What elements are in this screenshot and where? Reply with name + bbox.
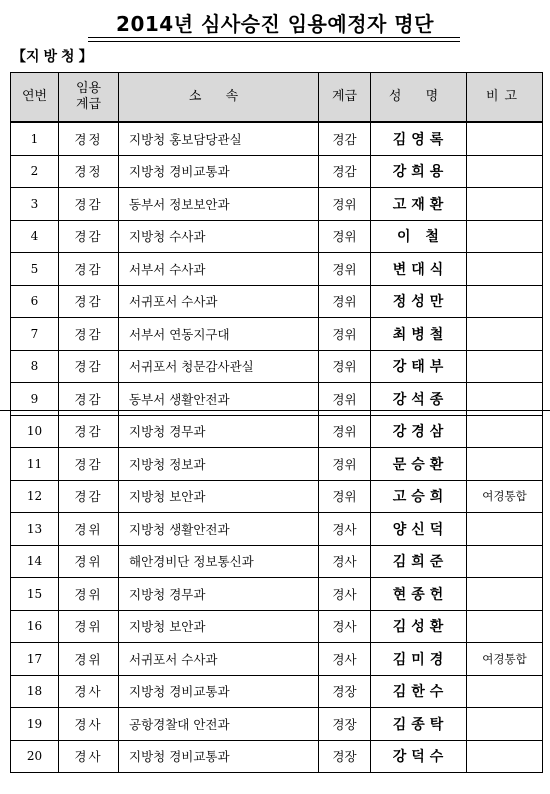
row-note bbox=[467, 285, 543, 318]
row-dept: 지방청 경무과 bbox=[119, 578, 319, 611]
table-row bbox=[11, 740, 543, 773]
row-no: 1 bbox=[11, 122, 59, 155]
header-rank-line1: 임용 bbox=[75, 80, 102, 96]
table-row bbox=[11, 188, 543, 221]
row-name: 강석종 bbox=[371, 383, 467, 416]
row-note bbox=[467, 578, 543, 611]
row-current-rank: 경사 bbox=[319, 610, 371, 643]
row-no: 16 bbox=[11, 610, 59, 643]
row-current-rank: 경위 bbox=[319, 448, 371, 481]
row-note bbox=[467, 513, 543, 546]
row-dept: 지방청 경비교통과 bbox=[119, 675, 319, 708]
row-appointed-rank: 경사 bbox=[59, 675, 119, 708]
row-dept: 서부서 연동지구대 bbox=[119, 318, 319, 351]
table-row bbox=[11, 675, 543, 708]
row-note bbox=[467, 610, 543, 643]
table-row bbox=[11, 578, 543, 611]
row-current-rank: 경감 bbox=[319, 122, 371, 155]
row-note bbox=[467, 122, 543, 155]
header-dept: 소 속 bbox=[119, 73, 319, 123]
row-no: 2 bbox=[11, 155, 59, 188]
row-current-rank: 경위 bbox=[319, 383, 371, 416]
title-underline bbox=[88, 37, 460, 38]
row-name: 정성만 bbox=[371, 285, 467, 318]
row-name: 김성환 bbox=[371, 610, 467, 643]
section-bracket-open: 【 bbox=[12, 49, 26, 65]
row-current-rank: 경사 bbox=[319, 513, 371, 546]
row-no: 18 bbox=[11, 675, 59, 708]
row-appointed-rank: 경감 bbox=[59, 253, 119, 286]
table-row bbox=[11, 448, 543, 481]
row-name: 문승환 bbox=[371, 448, 467, 481]
header-no: 연번 bbox=[11, 73, 59, 123]
row-dept: 지방청 경비교통과 bbox=[119, 155, 319, 188]
row-dept: 서귀포서 수사과 bbox=[119, 643, 319, 676]
row-no: 7 bbox=[11, 318, 59, 351]
table-header-row bbox=[11, 73, 543, 123]
row-no: 14 bbox=[11, 545, 59, 578]
table-row bbox=[11, 545, 543, 578]
row-no: 20 bbox=[11, 740, 59, 773]
row-dept: 해안경비단 정보통신과 bbox=[119, 545, 319, 578]
row-dept: 공항경찰대 안전과 bbox=[119, 708, 319, 741]
row-no: 19 bbox=[11, 708, 59, 741]
row-note bbox=[467, 318, 543, 351]
scan-fold-line bbox=[0, 410, 550, 411]
table-row bbox=[11, 708, 543, 741]
row-current-rank: 경장 bbox=[319, 740, 371, 773]
row-note bbox=[467, 350, 543, 383]
row-name: 김미경 bbox=[371, 643, 467, 676]
row-name: 김영록 bbox=[371, 122, 467, 155]
row-no: 6 bbox=[11, 285, 59, 318]
row-name: 강태부 bbox=[371, 350, 467, 383]
row-dept: 동부서 정보보안과 bbox=[119, 188, 319, 221]
document-title: 2014년 심사승진 임용예정자 명단 bbox=[116, 12, 434, 36]
table-row bbox=[11, 643, 543, 676]
row-appointed-rank: 경위 bbox=[59, 610, 119, 643]
table-row bbox=[11, 155, 543, 188]
row-no: 15 bbox=[11, 578, 59, 611]
row-no: 8 bbox=[11, 350, 59, 383]
table-row bbox=[11, 480, 543, 513]
row-name: 김한수 bbox=[371, 675, 467, 708]
row-dept: 서부서 수사과 bbox=[119, 253, 319, 286]
row-current-rank: 경사 bbox=[319, 578, 371, 611]
table-row bbox=[11, 220, 543, 253]
row-note: 여경통합 bbox=[467, 643, 543, 676]
title-underline-thin bbox=[88, 41, 460, 42]
table-row bbox=[11, 285, 543, 318]
row-note bbox=[467, 188, 543, 221]
row-dept: 지방청 홍보담당관실 bbox=[119, 122, 319, 155]
row-name: 이 철 bbox=[371, 220, 467, 253]
row-appointed-rank: 경감 bbox=[59, 350, 119, 383]
row-appointed-rank: 경사 bbox=[59, 708, 119, 741]
row-dept: 지방청 보안과 bbox=[119, 480, 319, 513]
row-name: 강희용 bbox=[371, 155, 467, 188]
header-appointed-rank bbox=[59, 73, 119, 123]
row-note bbox=[467, 253, 543, 286]
row-current-rank: 경위 bbox=[319, 285, 371, 318]
row-appointed-rank: 경감 bbox=[59, 415, 119, 448]
row-no: 5 bbox=[11, 253, 59, 286]
row-dept: 지방청 정보과 bbox=[119, 448, 319, 481]
row-current-rank: 경위 bbox=[319, 350, 371, 383]
table-row bbox=[11, 122, 543, 155]
row-current-rank: 경위 bbox=[319, 220, 371, 253]
row-no: 11 bbox=[11, 448, 59, 481]
row-appointed-rank: 경위 bbox=[59, 578, 119, 611]
row-name: 고승희 bbox=[371, 480, 467, 513]
row-note: 여경통합 bbox=[467, 480, 543, 513]
row-appointed-rank: 경감 bbox=[59, 448, 119, 481]
row-note bbox=[467, 448, 543, 481]
row-name: 김종탁 bbox=[371, 708, 467, 741]
row-current-rank: 경사 bbox=[319, 643, 371, 676]
row-name: 양신덕 bbox=[371, 513, 467, 546]
row-note bbox=[467, 220, 543, 253]
header-rank-line2: 계급 bbox=[75, 97, 102, 112]
row-current-rank: 경장 bbox=[319, 675, 371, 708]
row-appointed-rank: 경정 bbox=[59, 122, 119, 155]
table-row bbox=[11, 253, 543, 286]
row-dept: 서귀포서 청문감사관실 bbox=[119, 350, 319, 383]
row-appointed-rank: 경사 bbox=[59, 740, 119, 773]
row-no: 17 bbox=[11, 643, 59, 676]
row-no: 4 bbox=[11, 220, 59, 253]
table-row bbox=[11, 513, 543, 546]
row-current-rank: 경감 bbox=[319, 155, 371, 188]
row-no: 10 bbox=[11, 415, 59, 448]
row-current-rank: 경위 bbox=[319, 415, 371, 448]
row-appointed-rank: 경감 bbox=[59, 383, 119, 416]
row-dept: 지방청 경무과 bbox=[119, 415, 319, 448]
row-current-rank: 경위 bbox=[319, 188, 371, 221]
section-bracket-close: 】 bbox=[78, 49, 93, 65]
promotion-table bbox=[10, 72, 543, 773]
row-note bbox=[467, 155, 543, 188]
row-name: 변대식 bbox=[371, 253, 467, 286]
row-appointed-rank: 경정 bbox=[59, 155, 119, 188]
row-appointed-rank: 경위 bbox=[59, 643, 119, 676]
section-label: 지방청 bbox=[26, 49, 79, 65]
row-dept: 지방청 보안과 bbox=[119, 610, 319, 643]
row-dept: 지방청 경비교통과 bbox=[119, 740, 319, 773]
row-appointed-rank: 경감 bbox=[59, 318, 119, 351]
table-row bbox=[11, 610, 543, 643]
row-current-rank: 경위 bbox=[319, 253, 371, 286]
row-dept: 서귀포서 수사과 bbox=[119, 285, 319, 318]
row-dept: 지방청 수사과 bbox=[119, 220, 319, 253]
row-dept: 지방청 생활안전과 bbox=[119, 513, 319, 546]
header-name: 성 명 bbox=[371, 73, 467, 123]
row-no: 9 bbox=[11, 383, 59, 416]
row-current-rank: 경위 bbox=[319, 480, 371, 513]
row-appointed-rank: 경감 bbox=[59, 188, 119, 221]
row-dept: 동부서 생활안전과 bbox=[119, 383, 319, 416]
table-row bbox=[11, 415, 543, 448]
row-current-rank: 경위 bbox=[319, 318, 371, 351]
row-note bbox=[467, 545, 543, 578]
row-name: 현종헌 bbox=[371, 578, 467, 611]
row-appointed-rank: 경감 bbox=[59, 285, 119, 318]
row-appointed-rank: 경감 bbox=[59, 480, 119, 513]
row-appointed-rank: 경위 bbox=[59, 545, 119, 578]
row-note bbox=[467, 708, 543, 741]
header-current-rank: 계급 bbox=[319, 73, 371, 123]
row-current-rank: 경장 bbox=[319, 708, 371, 741]
row-name: 강덕수 bbox=[371, 740, 467, 773]
row-note bbox=[467, 415, 543, 448]
row-name: 김희준 bbox=[371, 545, 467, 578]
row-no: 13 bbox=[11, 513, 59, 546]
row-name: 강경삼 bbox=[371, 415, 467, 448]
row-note bbox=[467, 740, 543, 773]
row-note bbox=[467, 675, 543, 708]
table-row bbox=[11, 318, 543, 351]
table-row bbox=[11, 350, 543, 383]
row-no: 3 bbox=[11, 188, 59, 221]
row-name: 고재환 bbox=[371, 188, 467, 221]
header-note: 비고 bbox=[467, 73, 543, 123]
row-current-rank: 경사 bbox=[319, 545, 371, 578]
row-no: 12 bbox=[11, 480, 59, 513]
row-appointed-rank: 경감 bbox=[59, 220, 119, 253]
row-appointed-rank: 경위 bbox=[59, 513, 119, 546]
section-heading bbox=[12, 46, 93, 66]
row-name: 최병철 bbox=[371, 318, 467, 351]
